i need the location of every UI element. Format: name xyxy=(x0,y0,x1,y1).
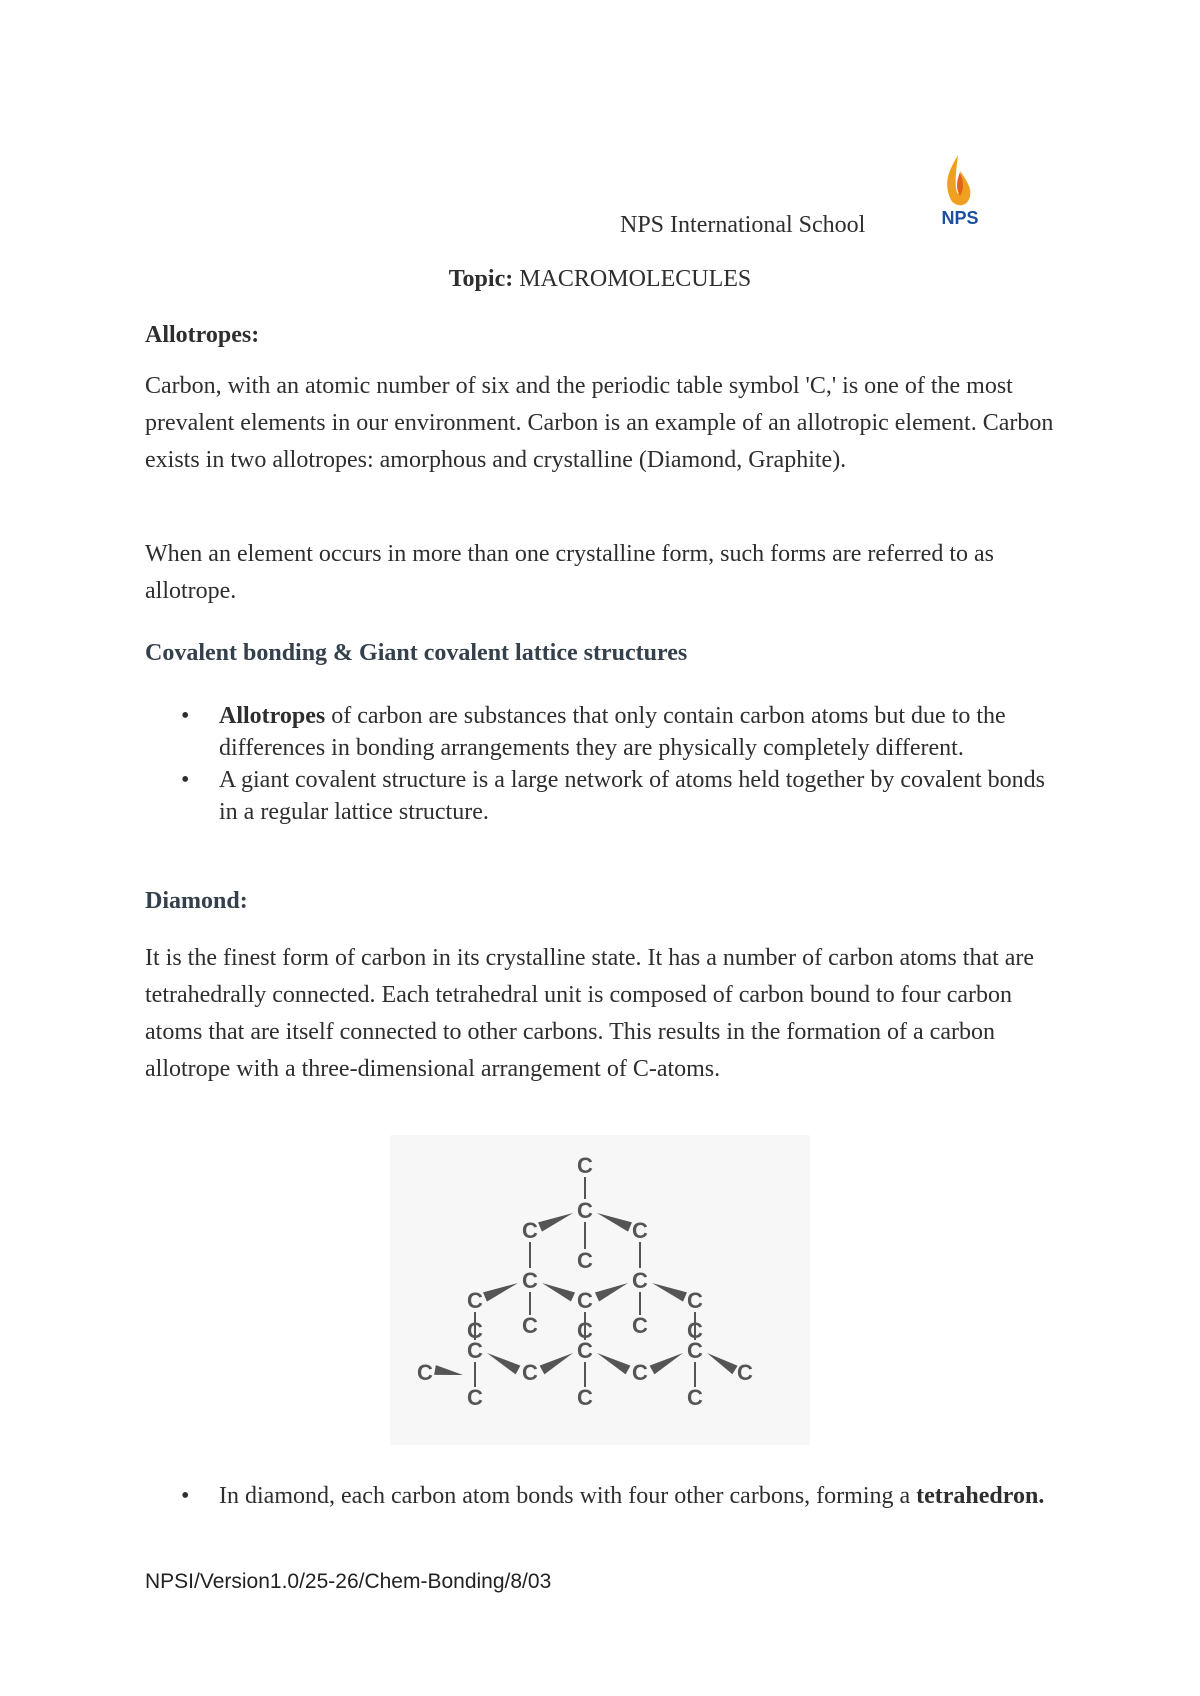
school-name: NPS International School xyxy=(620,212,866,238)
list-item xyxy=(145,700,1065,764)
carbon-atom-label: C xyxy=(522,1313,538,1338)
allotropes-paragraph-1: Carbon, with an atomic number of six and the periodic table symbol 'C,' is one of the most prevalent elements in our environment. Carbon is an example of an allotropic element. Carbon exists in two allotropes: amorphous and crystalline (Diamond, Graphite). xyxy=(145,373,1054,473)
bond-wedge xyxy=(487,1353,520,1374)
carbon-atom-label: C xyxy=(577,1318,593,1343)
bond-wedge xyxy=(707,1353,738,1374)
carbon-atom-label: C xyxy=(522,1360,538,1385)
bullet-text: A giant covalent structure is a large network of atoms held together by covalent bonds in a regular lattice structure. xyxy=(219,767,1045,825)
bond-wedge xyxy=(434,1365,463,1375)
carbon-atom-label: C xyxy=(577,1153,593,1178)
carbon-atom-label: C xyxy=(467,1338,483,1363)
carbon-atom-label: C xyxy=(687,1288,703,1313)
carbon-atom-label: C xyxy=(577,1198,593,1223)
carbon-atom-label: C xyxy=(687,1338,703,1363)
logo-text: NPS xyxy=(941,208,979,228)
bond-wedge xyxy=(650,1353,683,1374)
carbon-atom-label: C xyxy=(577,1248,593,1273)
bond-wedge xyxy=(483,1283,518,1302)
bullet-bold: tetrahedron. xyxy=(916,1483,1045,1509)
bond-wedge xyxy=(597,1213,632,1232)
footer-version: NPSI/Version1.0/25-26/Chem-Bonding/8/03 xyxy=(145,1570,552,1593)
carbon-atom-label: C xyxy=(417,1360,433,1385)
topic-prefix: Topic: xyxy=(448,266,520,292)
bullet-text: In diamond, each carbon atom bonds with four other carbons, forming a xyxy=(219,1483,917,1509)
carbon-atom-label: C xyxy=(577,1385,593,1410)
diamond-paragraph: It is the finest form of carbon in its crystalline state. It has a number of carbon atoms that are tetrahedrally connected. Each tetrahedral unit is composed of carbon bound to four carbon atoms that are itself connected to other carbons. This results in the formation of a carbon allotrope with a three-dimensional arrangement of C-atoms. xyxy=(145,945,1035,1082)
page-title xyxy=(0,266,1200,293)
carbon-atom-label: C xyxy=(632,1360,648,1385)
carbon-atom-label: C xyxy=(522,1218,538,1243)
list-item xyxy=(145,1480,1065,1512)
covalent-heading: Covalent bonding & Giant covalent lattice structures xyxy=(145,640,688,666)
carbon-atom-label: C xyxy=(687,1385,703,1410)
carbon-atom-label: C xyxy=(577,1288,593,1313)
diamond-structure-diagram xyxy=(390,1135,810,1445)
allotropes-paragraph-2: When an element occurs in more than one crystalline form, such forms are referred to as allotrope. xyxy=(145,541,994,604)
carbon-atom-label: C xyxy=(467,1318,483,1343)
carbon-atom-label: C xyxy=(467,1385,483,1410)
carbon-atom-label: C xyxy=(467,1288,483,1313)
covalent-bullet-list xyxy=(145,700,1065,828)
carbon-atom-label: C xyxy=(577,1338,593,1363)
carbon-atom-label: C xyxy=(632,1268,648,1293)
carbon-atom-label: C xyxy=(522,1268,538,1293)
school-logo xyxy=(930,150,990,240)
carbon-atom-label: C xyxy=(632,1218,648,1243)
topic-title: MACROMOLECULES xyxy=(519,266,752,292)
carbon-atom-label: C xyxy=(737,1360,753,1385)
carbon-atom-label: C xyxy=(687,1318,703,1343)
bond-wedge xyxy=(597,1353,630,1374)
bond-wedge xyxy=(652,1283,687,1302)
diamond-heading: Diamond: xyxy=(145,888,248,914)
bond-wedge xyxy=(538,1213,573,1232)
bond-wedge xyxy=(595,1283,628,1302)
diamond-bullet-list xyxy=(145,1480,1065,1512)
bond-wedge xyxy=(542,1283,575,1302)
bullet-bold: Allotropes xyxy=(219,703,326,729)
bond-wedge xyxy=(540,1353,573,1374)
allotropes-heading: Allotropes: xyxy=(145,322,260,348)
bullet-text: of carbon are substances that only contain carbon atoms but due to the differences in bonding arrangements they are physically completely different. xyxy=(219,703,1006,761)
carbon-atom-label: C xyxy=(632,1313,648,1338)
list-item xyxy=(145,764,1065,828)
